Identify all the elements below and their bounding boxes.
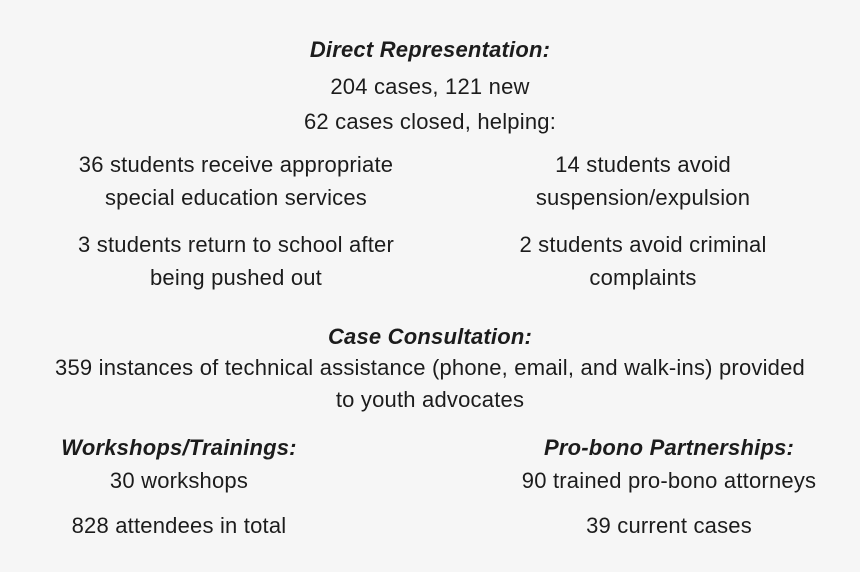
outcome-return-school-line1: 3 students return to school after xyxy=(78,232,394,257)
outcome-suspension-line1: 14 students avoid xyxy=(555,152,731,177)
outcome-criminal-line2: complaints xyxy=(589,265,697,290)
outcome-suspension-line2: suspension/expulsion xyxy=(535,185,751,210)
case-consultation-line2: to youth advocates xyxy=(335,387,525,412)
direct-representation-heading: Direct Representation: xyxy=(309,37,551,62)
pro-bono-cases: 39 current cases xyxy=(586,513,752,538)
workshops-count: 30 workshops xyxy=(109,468,249,493)
outcome-special-education-line2: special education services xyxy=(104,185,367,210)
pro-bono-attorneys: 90 trained pro-bono attorneys xyxy=(521,468,817,493)
case-consultation-line1: 359 instances of technical assistance (phone, email, and walk-ins) provided xyxy=(55,355,805,380)
workshops-attendees: 828 attendees in total xyxy=(71,513,287,538)
outcome-criminal-line1: 2 students avoid criminal xyxy=(519,232,767,257)
pro-bono-heading: Pro-bono Partnerships: xyxy=(543,435,795,460)
outcome-special-education-line1: 36 students receive appropriate xyxy=(78,152,394,177)
case-consultation-heading: Case Consultation: xyxy=(327,324,533,349)
outcome-return-school-line2: being pushed out xyxy=(149,265,322,290)
cases-summary: 204 cases, 121 new xyxy=(330,74,530,99)
cases-closed: 62 cases closed, helping: xyxy=(303,109,557,134)
workshops-heading: Workshops/Trainings: xyxy=(61,435,297,460)
